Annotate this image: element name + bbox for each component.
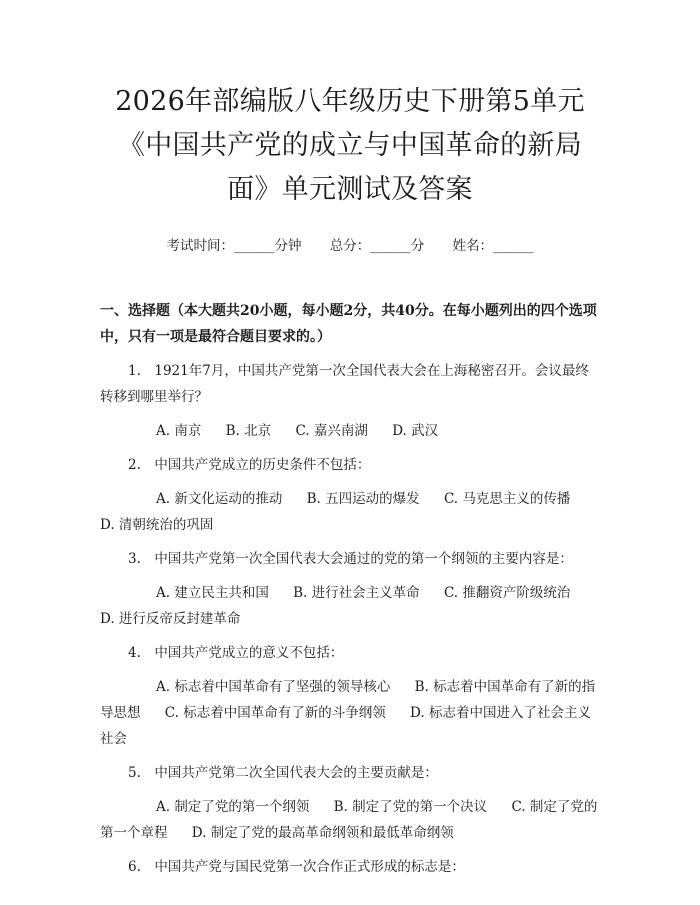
question-text: 2. 中国共产党成立的历史条件不包括： [128,457,371,473]
option-d: D. 清朝统治的巩固 [100,517,214,533]
option-c: C. 标志着中国革命有了新的斗争纲领 [164,705,386,721]
question-text: 6. 中国共产党与国民党第一次合作正式形成的标志是： [128,859,465,875]
option-d: D. 制定了党的最高革命纲领和最低革命纲领 [191,825,454,841]
question-text: 3. 中国共产党第一次全国代表大会通过的党的第一个纲领的主要内容是： [128,551,573,567]
question-1 [100,358,600,444]
option-d: D. 武汉 [392,423,439,439]
question-options [100,486,600,538]
option-c: C. 制定了党的第一个章程 [100,799,598,841]
option-b: B. 制定了党的第一个决议 [333,799,488,815]
option-a: A. 制定了党的第一个纲领 [156,799,310,815]
option-a: A. 标志着中国革命有了坚强的领导核心 [156,679,391,695]
question-5 [100,760,600,846]
exam-info [100,234,600,254]
question-2 [100,452,600,538]
question-3 [100,546,600,632]
student-name: 姓名：______ [452,238,534,254]
question-options [100,418,600,444]
question-options [100,580,600,632]
option-a: A. 南京 [156,423,202,439]
total-score: 总分：______分 [329,238,425,254]
option-c: C. 马克思主义的传播 [443,491,571,507]
option-b: B. 标志着中国革命有了新的指导思想 [100,679,596,721]
option-b: B. 进行社会主义革命 [293,585,420,601]
document-title: 2026年部编版八年级历史下册第5单元《中国共产党的成立与中国革命的新局面》单元测试及答案 [115,86,585,205]
question-4 [100,640,600,752]
question-text: 1. 1921年7月，中国共产党第一次全国代表大会在上海秘密召开。会议最终转移到哪里举行？ [100,363,589,405]
exam-time: 考试时间：______分钟 [166,238,302,254]
option-c: C. 推翻资产阶级统治 [443,585,571,601]
option-b: B. 北京 [225,423,272,439]
section-heading: 一、选择题（本大题共20小题，每小题2分，共40分。在每小题列出的四个选项中，只有一项是最符合题目要求的。） [100,303,597,345]
question-options [100,794,600,846]
option-d: D. 进行反帝反封建革命 [100,611,241,627]
question-6 [100,854,600,880]
option-c: C. 嘉兴南湖 [295,423,368,439]
question-text: 5. 中国共产党第二次全国代表大会的主要贡献是： [128,765,438,781]
option-d: D. 标志着中国进入了社会主义社会 [100,705,591,747]
question-text: 4. 中国共产党成立的意义不包括： [128,645,344,661]
option-a: A. 建立民主共和国 [156,585,269,601]
option-a: A. 新文化运动的推动 [156,491,283,507]
question-options [100,674,600,752]
option-b: B. 五四运动的爆发 [306,491,420,507]
